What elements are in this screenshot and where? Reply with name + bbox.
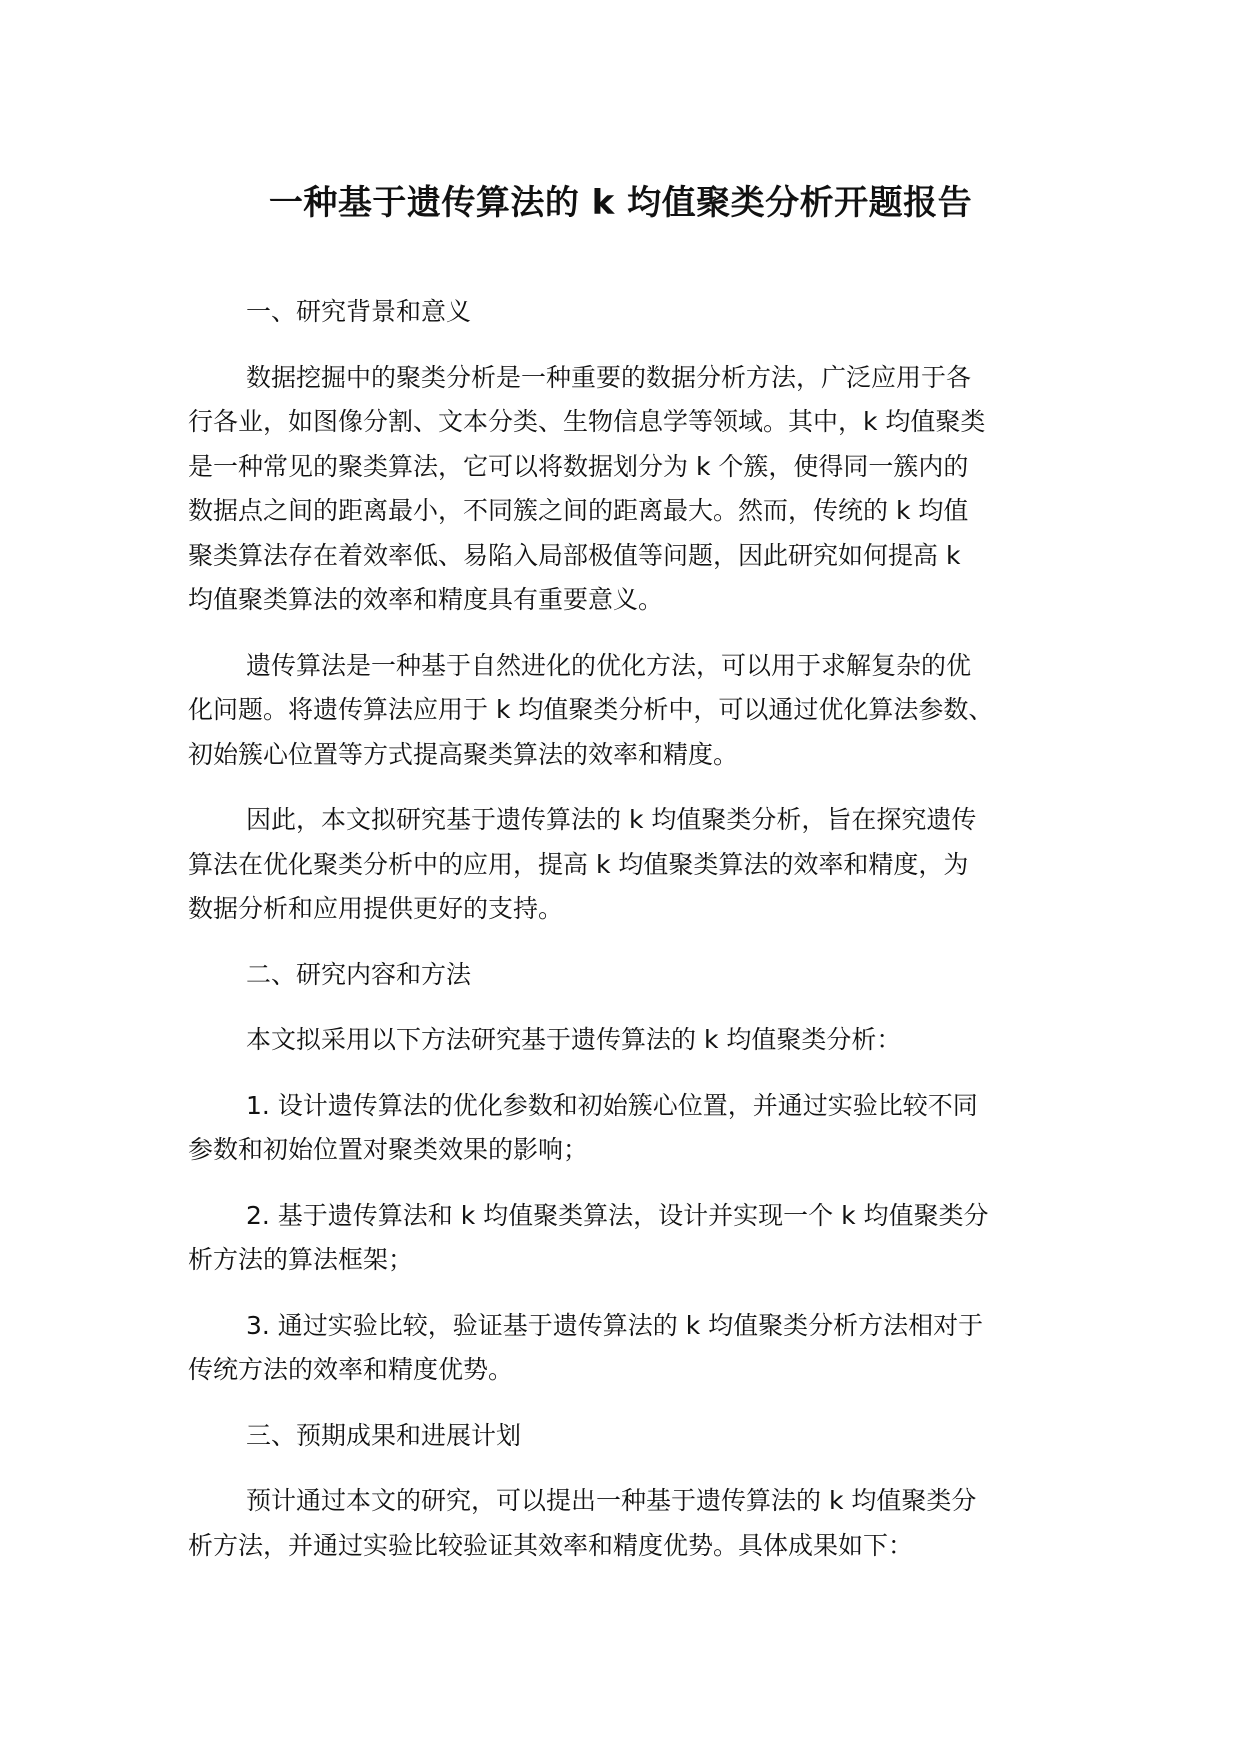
paragraph-line: 均值聚类算法的效率和精度具有重要意义。 [188, 585, 664, 614]
paragraph [188, 798, 1068, 932]
paragraph-line: 数据挖掘中的聚类分析是一种重要的数据分析方法，广泛应用于各 [246, 362, 972, 392]
paragraph [188, 1479, 1068, 1568]
paragraph-line: 析方法的算法框架； [188, 1245, 414, 1274]
paragraph-line: 数据分析和应用提供更好的支持。 [188, 894, 564, 923]
paragraph-line: 析方法，并通过实验比较验证其效率和精度优势。具体成果如下： [188, 1530, 914, 1560]
paragraph-line: 是一种常见的聚类算法，它可以将数据划分为 k 个簇，使得同一簇内的 [188, 451, 969, 481]
paragraph-line: 数据点之间的距离最小，不同簇之间的距离最大。然而，传统的 k 均值 [188, 496, 969, 525]
section-heading: 一、研究背景和意义 [246, 297, 472, 326]
document-body [188, 290, 1068, 1589]
paragraph [188, 1194, 1068, 1283]
paragraph [188, 356, 1068, 623]
paragraph-line: 因此，本文拟研究基于遗传算法的 k 均值聚类分析，旨在探究遗传 [246, 805, 977, 834]
paragraph-line: 3. 通过实验比较，验证基于遗传算法的 k 均值聚类分析方法相对于 [246, 1310, 984, 1340]
paragraph [188, 1084, 1068, 1173]
paragraph-line: 本文拟采用以下方法研究基于遗传算法的 k 均值聚类分析： [246, 1025, 902, 1054]
paragraph-line: 化问题。将遗传算法应用于 k 均值聚类分析中，可以通过优化算法参数、 [188, 695, 994, 724]
section-heading: 三、预期成果和进展计划 [246, 1420, 522, 1450]
paragraph-line: 算法在优化聚类分析中的应用，提高 k 均值聚类算法的效率和精度，为 [188, 849, 969, 879]
paragraph-line: 传统方法的效率和精度优势。 [188, 1355, 514, 1384]
paragraph-line: 聚类算法存在着效率低、易陷入局部极值等问题，因此研究如何提高 k [188, 540, 961, 570]
document-title: 一种基于遗传算法的 k 均值聚类分析开题报告 [268, 183, 973, 223]
paragraph-line: 参数和初始位置对聚类效果的影响； [188, 1135, 589, 1164]
paragraph-line: 初始簇心位置等方式提高聚类算法的效率和精度。 [188, 739, 739, 769]
paragraph-line: 预计通过本文的研究，可以提出一种基于遗传算法的 k 均值聚类分 [246, 1486, 977, 1515]
paragraph-line: 遗传算法是一种基于自然进化的优化方法，可以用于求解复杂的优 [246, 650, 972, 680]
paragraph-line: 1. 设计遗传算法的优化参数和初始簇心位置，并通过实验比较不同 [246, 1090, 978, 1120]
paragraph-line: 2. 基于遗传算法和 k 均值聚类算法，设计并实现一个 k 均值聚类分 [246, 1200, 989, 1230]
paragraph-line: 行各业，如图像分割、文本分类、生物信息学等领域。其中，k 均值聚类 [188, 407, 986, 436]
paragraph [188, 1018, 1068, 1063]
section-heading: 二、研究内容和方法 [246, 959, 472, 989]
paragraph [188, 644, 1068, 778]
paragraph [188, 1304, 1068, 1393]
